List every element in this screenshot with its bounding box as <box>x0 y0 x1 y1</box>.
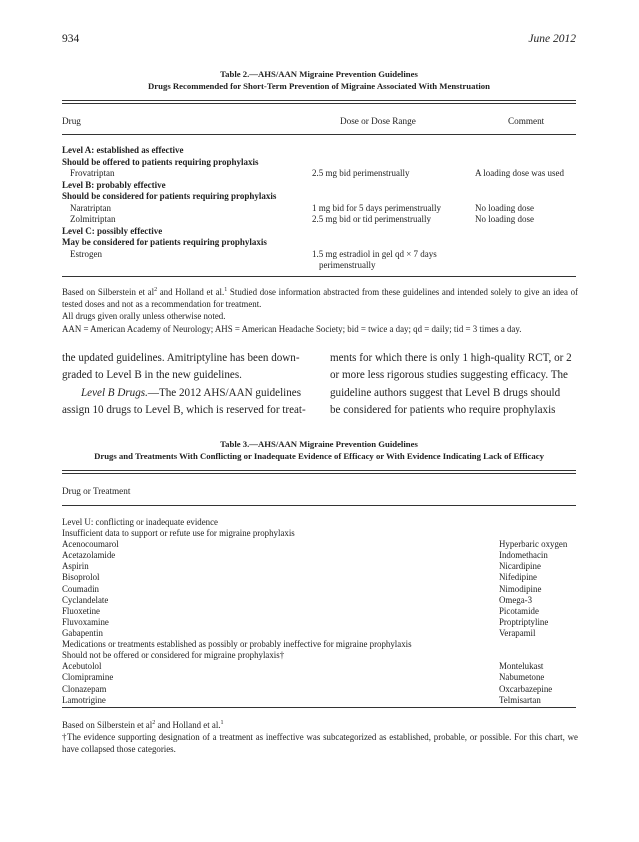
body-line: assign 10 drugs to Level B, which is reserved for treat- <box>62 403 306 416</box>
table3-title: Table 3.—AHS/AAN Migraine Prevention Guidelines <box>220 439 418 449</box>
list-item: Acenocoumarol <box>62 539 119 550</box>
level-a-heading: Level A: established as effective <box>62 145 184 155</box>
list-item: Acebutolol <box>62 661 102 672</box>
ineffective-list <box>62 661 578 706</box>
list-item: Fluoxetine <box>62 605 100 616</box>
body-line: graded to Level B in the new guidelines. <box>62 369 242 382</box>
list-item: Nifedipine <box>499 572 537 583</box>
level-u-heading: Level U: conflicting or inadequate evidence <box>62 517 218 527</box>
issue-date: June 2012 <box>528 33 576 45</box>
drug-comment: A loading dose was used <box>475 168 564 178</box>
level-u-list <box>62 539 578 639</box>
list-item: Acetazolamide <box>62 550 116 561</box>
body-line <box>62 385 311 402</box>
ineffective-right-column <box>499 661 552 705</box>
drug-name: Zolmitriptan <box>70 214 116 224</box>
level-u-subheading: Insufficient data to support or refute use for migraine prophylaxis <box>62 528 295 539</box>
list-item: Indomethacin <box>499 550 548 561</box>
body-line: the updated guidelines. Amitriptyline has been down- <box>62 352 300 364</box>
drug-comment: No loading dose <box>475 214 534 224</box>
list-item: Nicardipine <box>499 561 541 572</box>
level-c-subheading: May be considered for patients requiring prophylaxis <box>62 237 267 247</box>
list-item: Coumadin <box>62 583 99 594</box>
body-line: guideline authors suggest that Level B drugs should <box>330 386 561 399</box>
table2-col-comment: Comment <box>508 116 545 126</box>
list-item: Proptriptyline <box>499 616 549 627</box>
level-b-subheading: Should be considered for patients requiring prophylaxis <box>62 191 277 201</box>
drug-dose-continued: perimenstrually <box>319 260 376 270</box>
list-item: Nabumetone <box>499 672 545 683</box>
list-item: Telmisartan <box>499 694 541 705</box>
list-item: Nimodipine <box>499 583 542 594</box>
reference-sup: 2 <box>154 287 158 294</box>
list-item: Omega-3 <box>499 594 533 605</box>
ineffective-subheading: Should not be offered or considered for migraine prophylaxis† <box>62 650 285 661</box>
table-row <box>62 249 582 272</box>
list-item: Oxcarbazepine <box>499 683 553 694</box>
level-c-heading: Level C: possibly effective <box>62 225 163 236</box>
level-u-left-column <box>62 539 119 639</box>
list-item: Bisoprolol <box>62 572 100 583</box>
table2-top-rule <box>62 100 576 101</box>
list-item: Aspirin <box>62 561 89 572</box>
level-b-heading: Level B: probably effective <box>62 179 166 190</box>
list-item: Hyperbaric oxygen <box>499 539 568 550</box>
drug-dose: 2.5 mg bid perimenstrually <box>312 168 410 178</box>
list-item: Picotamide <box>499 605 539 616</box>
drug-dose: 1.5 mg estradiol in gel qd × 7 days <box>312 248 437 259</box>
body-line: ments for which there is only 1 high-quality RCT, or 2 <box>330 352 572 364</box>
ineffective-heading: Medications or treatments established as possibly or probably ineffective for migraine prophylaxis <box>62 639 412 650</box>
table-row <box>62 203 582 215</box>
drug-comment: No loading dose <box>475 202 534 213</box>
reference-sup: 1 <box>224 287 228 294</box>
table3-top-rule <box>62 470 576 471</box>
reference-sup: 1 <box>220 720 224 727</box>
body-right-column <box>330 350 578 419</box>
drug-name: Naratriptan <box>70 202 111 213</box>
table2-header-rule <box>62 134 576 135</box>
list-item: Montelukast <box>499 661 544 672</box>
body-left-column <box>62 350 311 419</box>
body-text: —The 2012 AHS/AAN guidelines <box>147 386 302 399</box>
list-item: Verapamil <box>499 627 536 638</box>
footnote-text: and Holland et al. <box>155 720 221 730</box>
drug-name: Frovatriptan <box>70 168 115 178</box>
table-row <box>62 168 582 180</box>
table2-col-drug: Drug <box>62 116 81 126</box>
list-item: Lamotrigine <box>62 694 106 705</box>
footnote-text: Based on Silberstein et al <box>62 287 155 297</box>
level-u-right-column <box>499 539 567 639</box>
drug-dose: 2.5 mg bid or tid perimenstrually <box>312 214 431 224</box>
table3-footnote-source <box>62 719 578 731</box>
table2-bottom-rule <box>62 276 576 277</box>
table2-footnote-oral: All drugs given orally unless otherwise noted. <box>62 311 226 322</box>
drug-dose: 1 mg bid for 5 days perimenstrually <box>312 202 441 213</box>
table2-col-dose: Dose or Dose Range <box>340 116 416 126</box>
table2-title: Table 2.—AHS/AAN Migraine Prevention Guidelines <box>220 69 418 79</box>
reference-sup: 2 <box>152 720 156 727</box>
table-row <box>62 214 582 226</box>
list-item: Cyclandelate <box>62 594 109 605</box>
ineffective-left-column <box>62 661 113 705</box>
table3-subtitle: Drugs and Treatments With Conflicting or Inadequate Evidence of Efficacy or With Evidence Indicating Lack of Efficacy <box>94 451 544 461</box>
table3-bottom-rule <box>62 707 576 708</box>
body-line: be considered for patients who require prophylaxis <box>330 403 556 416</box>
table3-footnote-dagger: †The evidence supporting designation of a treatment as ineffective was subcategorized as established, probable, or possible. For this chart, we have collapsed those categories. <box>62 732 578 755</box>
table3-col-drug: Drug or Treatment <box>62 486 131 496</box>
table2-footnote-source <box>62 286 578 310</box>
footnote-text: Based on Silberstein et al <box>62 720 153 730</box>
section-heading: Level B Drugs. <box>81 386 148 399</box>
table2-top-rule-double <box>62 103 576 104</box>
table2-footnotes <box>62 286 578 335</box>
drug-name: Estrogen <box>70 248 102 259</box>
footnote-text: Studied dose information abstracted from these guidelines and intended solely to give an idea of tested doses and not as a recommendation for treatment. <box>62 287 578 310</box>
body-line: or more less rigorous studies suggesting efficacy. The <box>330 369 568 382</box>
table2-body <box>62 145 582 272</box>
table2-footnote-abbrev: AAN = American Academy of Neurology; AHS = American Headache Society; bid = twice a day; qd = daily; tid = 3 times a day. <box>62 323 522 334</box>
table3-header-rule <box>62 505 576 506</box>
level-a-subheading: Should be offered to patients requiring prophylaxis <box>62 156 259 167</box>
list-item: Fluvoxamine <box>62 616 109 627</box>
table3-footnotes <box>62 719 578 756</box>
table2-subtitle: Drugs Recommended for Short-Term Prevention of Migraine Associated With Menstruation <box>148 81 490 91</box>
list-item: Clonazepam <box>62 683 107 694</box>
table3-top-rule-double <box>62 473 576 474</box>
footnote-text: and Holland et al. <box>157 287 225 297</box>
page-number: 934 <box>62 33 80 45</box>
table3-body <box>62 517 578 706</box>
list-item: Clomipramine <box>62 672 114 683</box>
list-item: Gabapentin <box>62 627 103 638</box>
